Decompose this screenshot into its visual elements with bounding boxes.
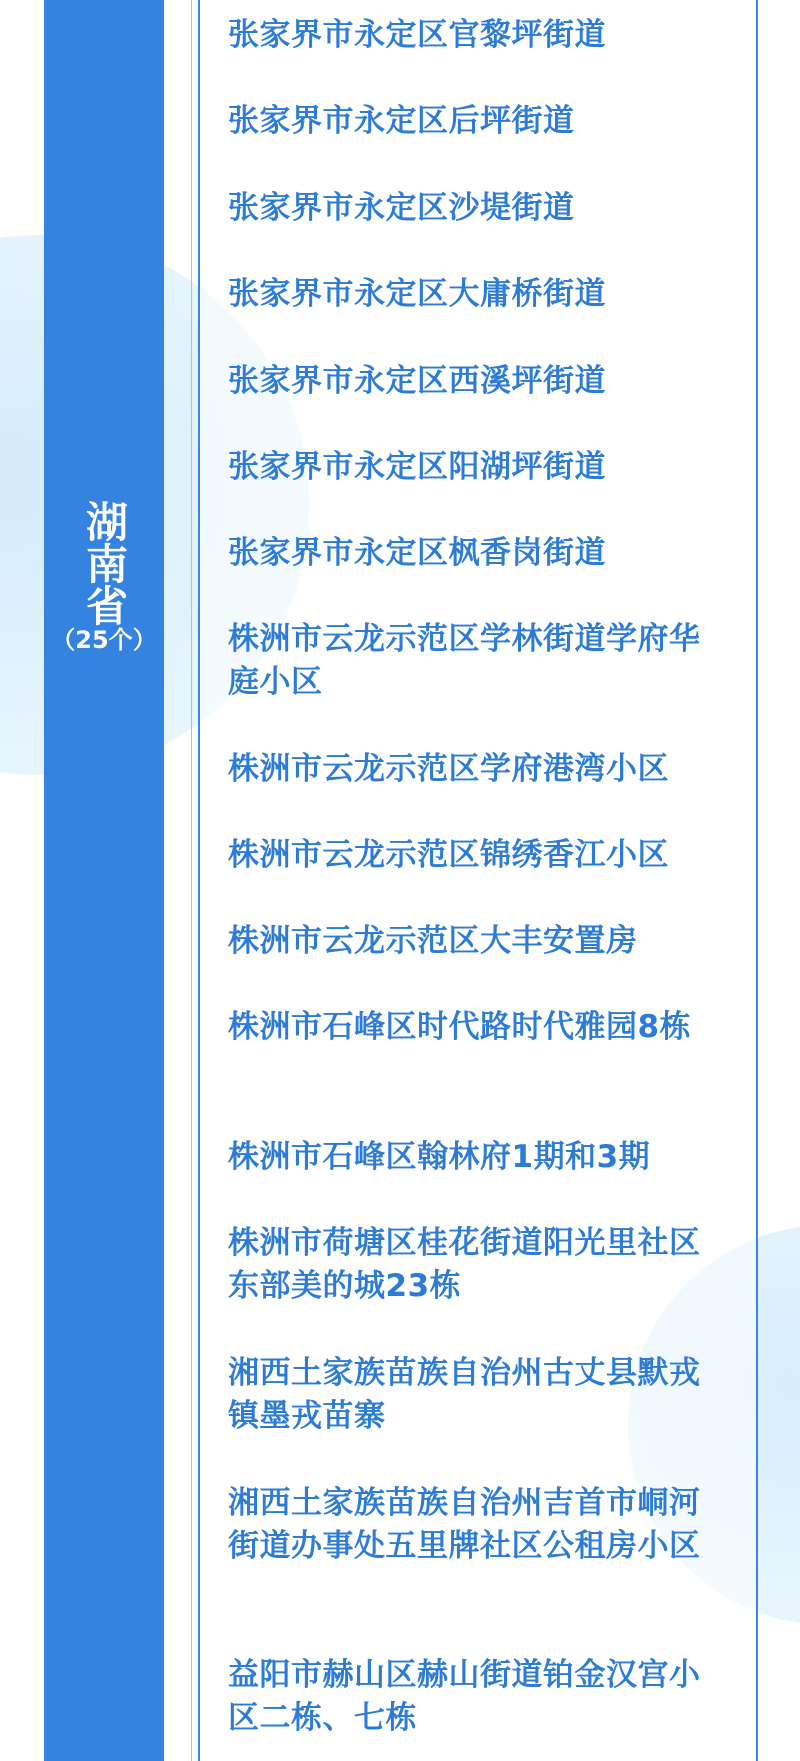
list-item: 株洲市石峰区时代路时代雅园8栋 (228, 1009, 692, 1045)
province-sidebar (44, 0, 164, 1761)
list-item: 湘西土家族苗族自治州古丈县默戎镇墨戎苗寨 (228, 1355, 701, 1434)
list-item: 株洲市石峰区翰林府1期和3期 (228, 1139, 651, 1175)
list-item: 张家界市永定区沙堤街道 (228, 190, 575, 226)
province-name: 湖南省 (80, 500, 129, 626)
province-label (44, 500, 164, 655)
list-item: 张家界市永定区后坪街道 (228, 103, 575, 139)
list-item: 张家界市永定区枫香岗街道 (228, 535, 606, 571)
list-item: 张家界市永定区西溪坪街道 (228, 363, 606, 399)
list-item: 株洲市云龙示范区锦绣香江小区 (228, 837, 669, 873)
list-item: 张家界市永定区大庸桥街道 (228, 276, 606, 312)
list-item: 株洲市云龙示范区学府港湾小区 (228, 751, 669, 787)
list-item: 株洲市云龙示范区学林街道学府华庭小区 (228, 621, 701, 700)
list-item: 张家界市永定区官黎坪街道 (228, 17, 606, 53)
province-count: （25个） (51, 626, 157, 654)
list-item: 张家界市永定区阳湖坪街道 (228, 449, 606, 485)
list-item: 株洲市云龙示范区大丰安置房 (228, 923, 638, 959)
list-item: 湘西土家族苗族自治州吉首市峒河街道办事处五里牌社区公租房小区 (228, 1485, 701, 1564)
list-item: 株洲市荷塘区桂花街道阳光里社区东部美的城23栋 (228, 1225, 701, 1304)
list-item: 益阳市赫山区赫山街道铂金汉宫小区二栋、七栋 (228, 1657, 701, 1736)
